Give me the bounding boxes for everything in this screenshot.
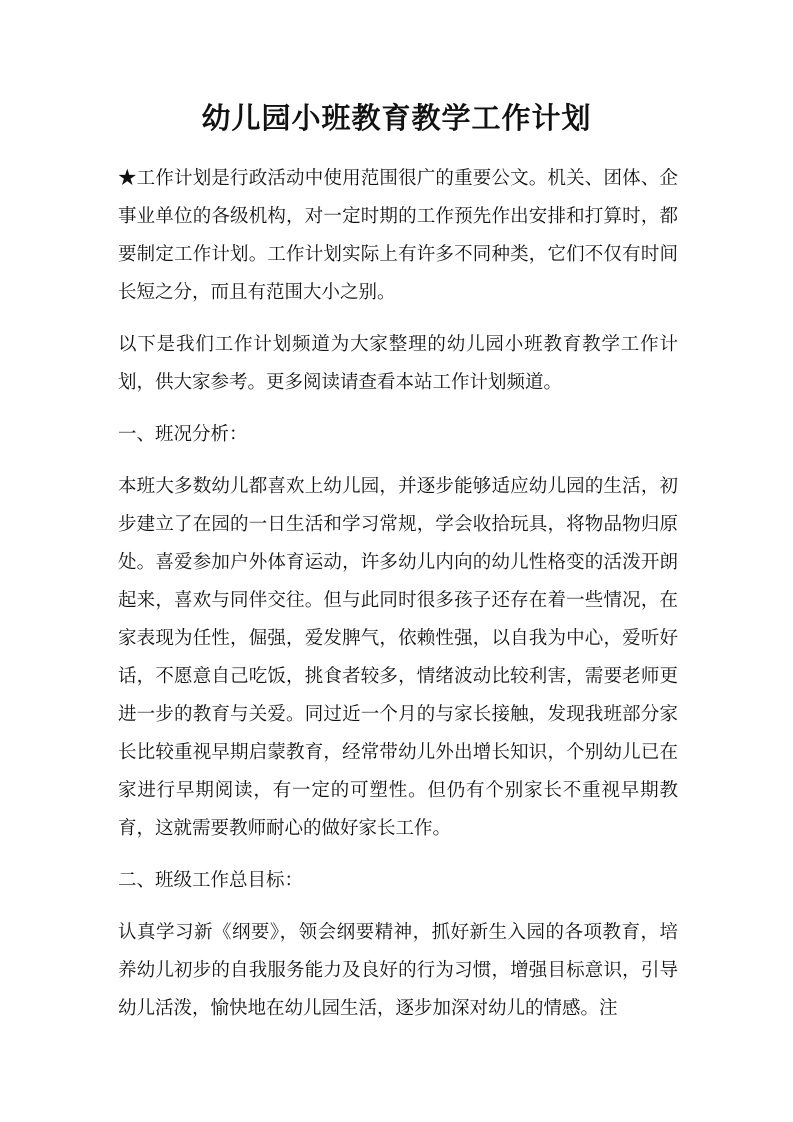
section-heading-class-goals: 二、班级工作总目标： xyxy=(118,870,304,891)
section-heading-class-analysis: 一、班况分析： xyxy=(118,424,248,445)
intro-paragraph: ★工作计划是行政活动中使用范围很广的重要公文。机关、团体、企事业单位的各级机构，对一定时期的工作预先作出安排和打算时，都要制定工作计划。工作计划实际上有许多不同种类，它们不仅有时间长短之分，而且有范围大小之别。 xyxy=(118,168,678,303)
document-body xyxy=(118,160,678,1042)
document-title: 幼儿园小班教育教学工作计划 xyxy=(201,101,592,135)
class-analysis-paragraph: 本班大多数幼儿都喜欢上幼儿园，并逐步能够适应幼儿园的生活，初步建立了在园的一日生活和学习常规，学会收拾玩具，将物品物归原处。喜爱参加户外体育运动，许多幼儿内向的幼儿性格变的活泼开朗起来，喜欢与同伴交往。但与此同时很多孩子还存在着一些情况，在家表现为任性，倔强，爱发脾气，依赖性强，以自我为中心，爱听好话，不愿意自己吃饭，挑食者较多，情绪波动比较利害，需要老师更进一步的教育与关爱。同过近一个月的与家长接触，发现我班部分家长比较重视早期启蒙教育，经常带幼儿外出增长知识，个别幼儿已在家进行早期阅读，有一定的可塑性。但仍有个别家长不重视早期教育，这就需要教师耐心的做好家长工作。 xyxy=(118,476,678,839)
class-goals-paragraph: 认真学习新《纲要》，领会纲要精神，抓好新生入园的各项教育，培养幼儿初步的自我服务能力及良好的行为习惯，增强目标意识，引导幼儿活泼，愉快地在幼儿园生活，逐步加深对幼儿的情感。注 xyxy=(118,922,678,1019)
reference-paragraph: 以下是我们工作计划频道为大家整理的幼儿园小班教育教学工作计划，供大家参考。更多阅读请查看本站工作计划频道。 xyxy=(118,334,678,393)
